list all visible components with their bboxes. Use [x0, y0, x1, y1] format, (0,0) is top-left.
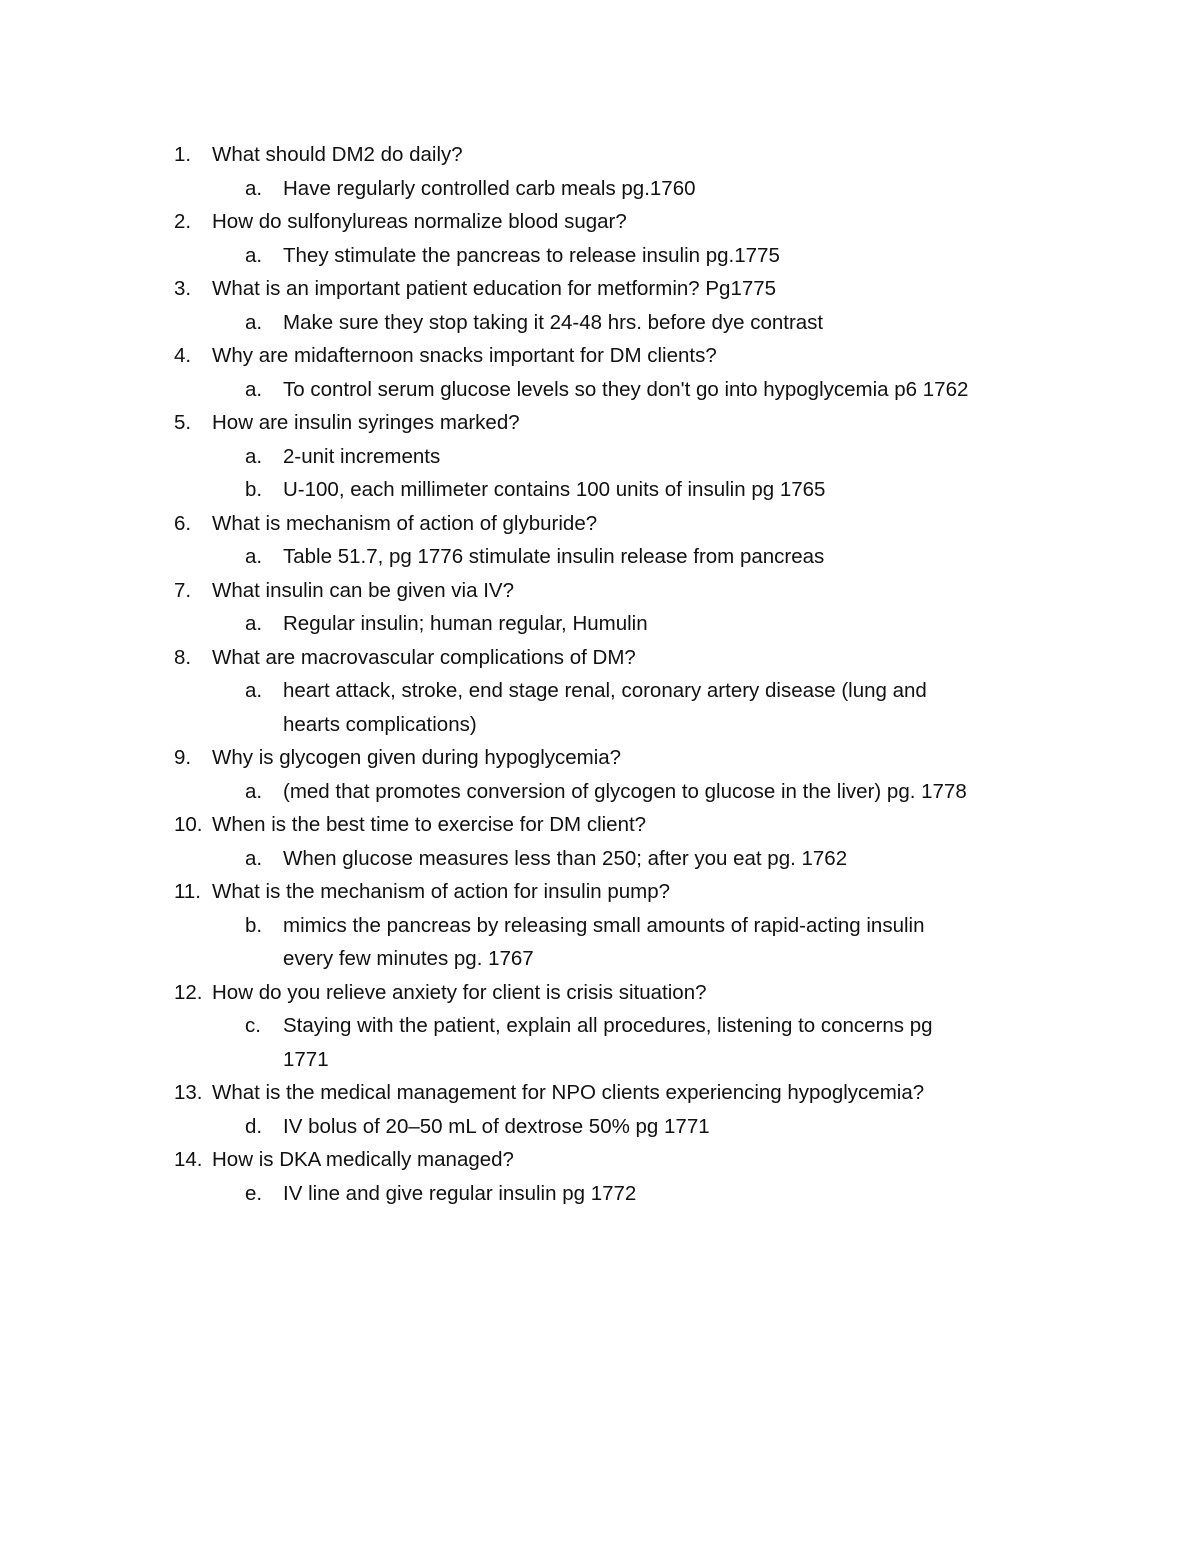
question-number: 2.	[174, 210, 192, 233]
question-text: How do you relieve anxiety for client is crisis situation?	[212, 980, 707, 1004]
question-number: 12.	[174, 980, 203, 1004]
answer-marker: a.	[245, 612, 263, 635]
answer-marker: a.	[245, 176, 263, 200]
question-number: 14.	[174, 1148, 203, 1171]
answer-text: (med that promotes conversion of glycogen to glucose in the liver) pg. 1778	[283, 779, 967, 803]
question-text: What is the medical management for NPO clients experiencing hypoglycemia?	[212, 1081, 925, 1104]
answer-text: mimics the pancreas by releasing small amounts of rapid-acting insulin	[283, 913, 925, 937]
answer-continuation	[0, 942, 1200, 976]
question-text: When is the best time to exercise for DM client?	[212, 813, 647, 836]
answer-marker: b.	[245, 913, 263, 937]
question-text: What should DM2 do daily?	[212, 143, 463, 166]
question-text: What insulin can be given via IV?	[212, 578, 514, 602]
answer-text: When glucose measures less than 250; after you eat pg. 1762	[283, 846, 848, 870]
question-text: How are insulin syringes marked?	[212, 411, 520, 434]
question-number: 7.	[174, 578, 192, 602]
answer-text: To control serum glucose levels so they don't go into hypoglycemia p6 1762	[283, 377, 969, 401]
question-text: What are macrovascular complications of DM?	[212, 645, 636, 669]
answer-text: Have regularly controlled carb meals pg.1760	[283, 176, 696, 200]
answer-text: Table 51.7, pg 1776 stimulate insulin release from pancreas	[283, 545, 825, 568]
question-item	[0, 976, 1200, 1010]
question-number: 4.	[174, 344, 192, 367]
question-item	[0, 741, 1200, 775]
question-text: What is the mechanism of action for insulin pump?	[212, 880, 671, 903]
question-number: 6.	[174, 511, 192, 535]
answer-item	[0, 909, 1200, 943]
answer-marker: a.	[245, 243, 263, 267]
question-item	[0, 641, 1200, 675]
question-item	[0, 1143, 1200, 1177]
question-item	[0, 272, 1200, 306]
answer-item	[0, 607, 1200, 641]
question-item	[0, 875, 1200, 909]
answer-marker: e.	[245, 1181, 263, 1205]
answer-marker: a.	[245, 545, 263, 568]
answer-item	[0, 674, 1200, 708]
answer-marker: a.	[245, 444, 263, 468]
answer-item	[0, 473, 1200, 507]
answer-marker: d.	[245, 1114, 263, 1138]
question-number: 8.	[174, 645, 192, 669]
answer-item	[0, 1110, 1200, 1144]
question-text: Why is glycogen given during hypoglycemia?	[212, 746, 622, 769]
answer-item	[0, 842, 1200, 876]
answer-item	[0, 172, 1200, 206]
question-number: 5.	[174, 411, 192, 434]
question-text: Why are midafternoon snacks important for DM clients?	[212, 344, 717, 367]
answer-marker: a.	[245, 377, 263, 401]
answer-text: Regular insulin; human regular, Humulin	[283, 612, 648, 635]
answer-marker: a.	[245, 679, 263, 702]
answer-marker: a.	[245, 779, 263, 803]
question-number: 10.	[174, 813, 203, 836]
answer-item	[0, 306, 1200, 340]
answer-text: U-100, each millimeter contains 100 units of insulin pg 1765	[283, 478, 826, 501]
answer-marker: b.	[245, 478, 263, 501]
answer-marker: c.	[245, 1014, 261, 1037]
answer-text: 2-unit increments	[283, 444, 441, 468]
answer-item	[0, 1177, 1200, 1211]
answer-item	[0, 373, 1200, 407]
answer-text: Staying with the patient, explain all procedures, listening to concerns pg	[283, 1014, 933, 1037]
answer-text: every few minutes pg. 1767	[283, 947, 534, 970]
answer-continuation	[0, 1043, 1200, 1077]
answer-marker: a.	[245, 846, 263, 870]
answer-text: IV bolus of 20–50 mL of dextrose 50% pg 1771	[283, 1114, 710, 1138]
answer-item	[0, 239, 1200, 273]
question-item	[0, 339, 1200, 373]
answer-item	[0, 440, 1200, 474]
question-number: 1.	[174, 143, 192, 166]
question-answer-list	[0, 138, 1200, 1210]
question-item	[0, 1076, 1200, 1110]
question-item	[0, 808, 1200, 842]
answer-text: heart attack, stroke, end stage renal, coronary artery disease (lung and	[283, 679, 927, 702]
question-number: 11.	[174, 880, 201, 903]
question-item	[0, 406, 1200, 440]
question-text: How is DKA medically managed?	[212, 1148, 514, 1171]
answer-continuation	[0, 708, 1200, 742]
question-item	[0, 205, 1200, 239]
answer-marker: a.	[245, 310, 263, 334]
answer-item	[0, 1009, 1200, 1043]
question-text: What is an important patient education for metformin? Pg1775	[212, 277, 777, 300]
question-text: How do sulfonylureas normalize blood sugar?	[212, 210, 627, 233]
answer-item	[0, 775, 1200, 809]
answer-text: hearts complications)	[283, 712, 477, 736]
answer-text: They stimulate the pancreas to release insulin pg.1775	[283, 243, 780, 267]
question-number: 13.	[174, 1081, 203, 1104]
question-number: 3.	[174, 277, 192, 300]
question-item	[0, 574, 1200, 608]
question-number: 9.	[174, 746, 192, 769]
answer-text: Make sure they stop taking it 24-48 hrs. before dye contrast	[283, 310, 824, 334]
question-item	[0, 507, 1200, 541]
answer-text: IV line and give regular insulin pg 1772	[283, 1181, 637, 1205]
question-text: What is mechanism of action of glyburide?	[212, 511, 598, 535]
question-item	[0, 138, 1200, 172]
answer-text: 1771	[283, 1047, 329, 1071]
answer-item	[0, 540, 1200, 574]
